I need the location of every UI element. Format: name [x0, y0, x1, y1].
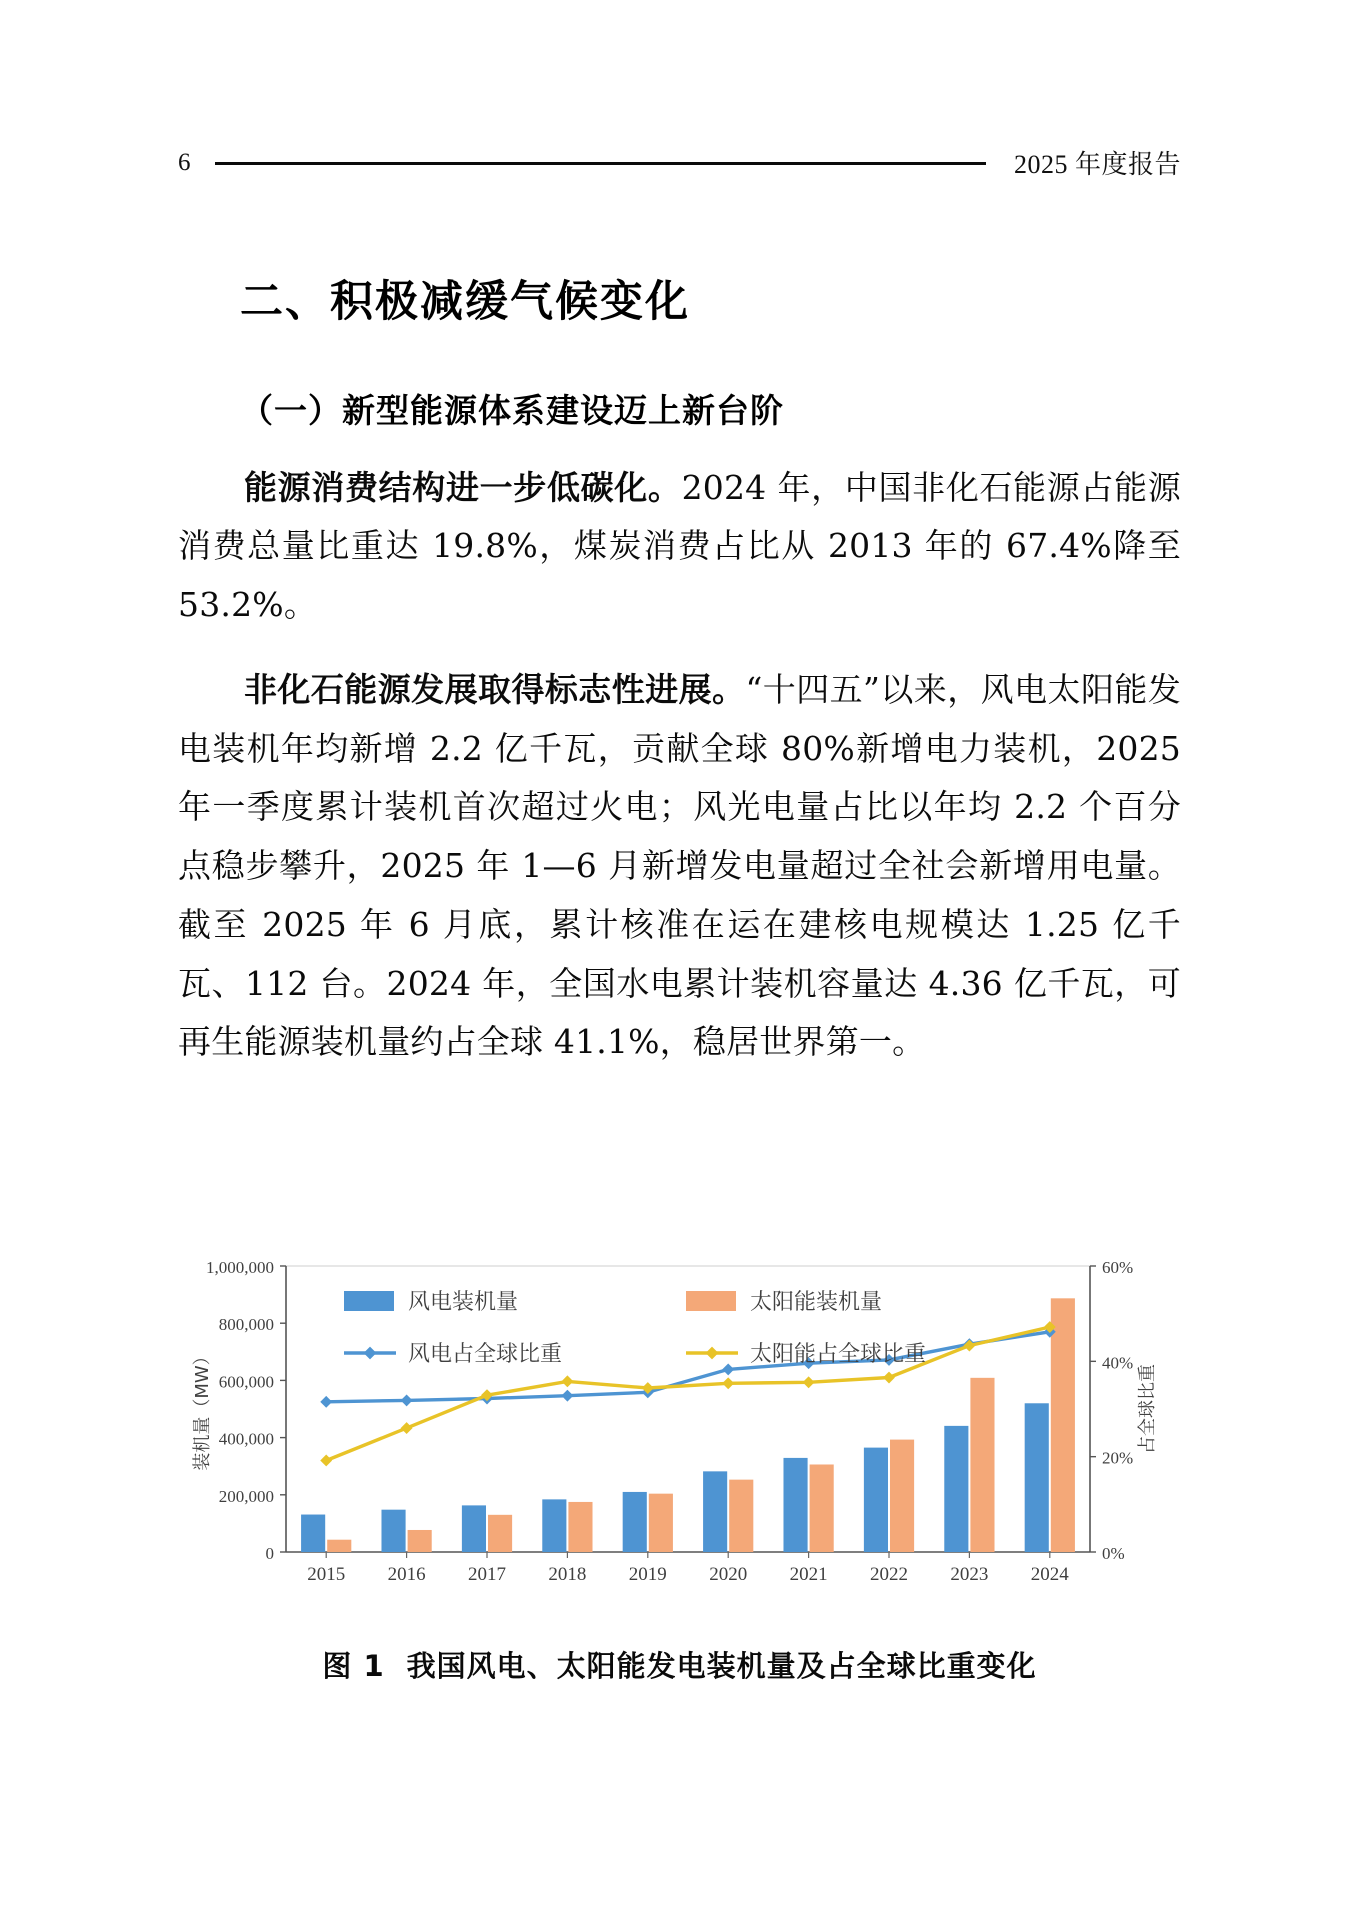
y2-axis-tick-label: 20%	[1102, 1448, 1134, 1468]
chart-bar	[568, 1502, 592, 1552]
chart-bar	[301, 1515, 325, 1552]
chart-line-marker	[320, 1455, 332, 1467]
chart-bar	[623, 1492, 647, 1552]
x-axis-tick-label: 2022	[870, 1564, 908, 1585]
chart-bar	[890, 1440, 914, 1552]
chart-bar	[408, 1530, 432, 1552]
y-axis-tick-label: 800,000	[218, 1315, 274, 1335]
chart-bar	[944, 1426, 968, 1552]
figure-1	[178, 1252, 1181, 1685]
section-subheading: （一）新型能源体系建设迈上新台阶	[240, 390, 784, 430]
y2-axis-tick-label: 0%	[1102, 1544, 1125, 1563]
paragraph-2	[178, 661, 1181, 1072]
chart-bar	[810, 1464, 834, 1552]
page-number: 6	[178, 148, 191, 176]
y-axis-title: 装机量（MW）	[192, 1347, 213, 1471]
legend-swatch-marker	[364, 1347, 377, 1360]
chart-bar	[703, 1471, 727, 1552]
x-axis-tick-label: 2024	[1030, 1564, 1069, 1585]
legend-label: 太阳能装机量	[750, 1290, 883, 1315]
paragraph-2-lead: 非化石能源发展取得标志性进展。	[244, 669, 746, 709]
legend-swatch	[686, 1291, 736, 1311]
chart-line-marker	[722, 1377, 734, 1389]
chart-line-marker	[963, 1340, 975, 1352]
x-axis-tick-label: 2018	[548, 1564, 587, 1585]
chart-bar	[729, 1480, 753, 1552]
chart-bar	[542, 1499, 566, 1552]
chart-line-marker	[722, 1363, 734, 1375]
header-rule	[215, 162, 986, 165]
chart-bar	[864, 1448, 888, 1552]
chart-bar	[381, 1510, 405, 1552]
y-axis-tick-label: 600,000	[218, 1372, 274, 1392]
page-header	[178, 140, 1181, 184]
y-axis-tick-label: 200,000	[218, 1486, 274, 1506]
x-axis-tick-label: 2023	[950, 1564, 989, 1585]
x-axis-tick-label: 2020	[709, 1564, 748, 1585]
chart-bar	[970, 1378, 994, 1552]
legend-swatch-marker	[706, 1347, 719, 1360]
paragraph-1-lead: 能源消费结构进一步低碳化。	[244, 467, 682, 507]
x-axis-tick-label: 2017	[468, 1564, 506, 1585]
y2-axis-tick-label: 40%	[1102, 1353, 1134, 1373]
chart-line-marker	[561, 1390, 573, 1402]
x-axis-tick-label: 2019	[628, 1564, 667, 1585]
figure-caption	[178, 1644, 1181, 1685]
section-heading: 二、积极减缓气候变化	[240, 277, 690, 327]
figure-caption-text: 我国风电、太阳能发电装机量及占全球比重变化	[406, 1649, 1037, 1683]
x-axis-tick-label: 2021	[789, 1564, 828, 1585]
chart-bar	[327, 1540, 351, 1552]
chart-bar	[649, 1494, 673, 1552]
y-axis-tick-label: 400,000	[218, 1429, 274, 1449]
header-title: 2025 年度报告	[1013, 149, 1181, 179]
x-axis-tick-label: 2015	[307, 1564, 346, 1585]
legend-label: 风电装机量	[408, 1290, 519, 1315]
chart-bar	[488, 1515, 512, 1552]
y-axis-tick-label: 1,000,000	[206, 1258, 274, 1277]
chart-bar	[462, 1505, 486, 1552]
page-content	[178, 276, 1181, 1072]
chart-bar	[1025, 1403, 1049, 1552]
legend-swatch	[344, 1291, 394, 1311]
legend-label: 风电占全球比重	[408, 1342, 563, 1367]
combo-chart	[178, 1252, 1181, 1604]
y2-axis-tick-label: 60%	[1102, 1258, 1134, 1277]
paragraph-1	[178, 459, 1181, 635]
y-axis-tick-label: 0	[265, 1544, 274, 1563]
chart-line-marker	[883, 1372, 895, 1384]
chart-line-marker	[401, 1422, 413, 1434]
legend-label: 太阳能占全球比重	[750, 1342, 927, 1367]
chart-container	[178, 1252, 1181, 1604]
chart-bar	[1051, 1298, 1075, 1552]
chart-line-marker	[803, 1376, 815, 1388]
chart-line-marker	[561, 1375, 573, 1387]
paragraph-1-body: 2024 年，中国非化石能源占能源消费总量比重达 19.8%，煤炭消费占比从 2013 年的 67.4%降至 53.2%。	[178, 467, 1181, 625]
figure-caption-number: 图 1	[322, 1649, 385, 1683]
y2-axis-title: 占全球比重	[1137, 1364, 1158, 1454]
x-axis-tick-label: 2016	[387, 1564, 426, 1585]
chart-bar	[783, 1458, 807, 1552]
paragraph-2-body: “十四五”以来，风电太阳能发电装机年均新增 2.2 亿千瓦，贡献全球 80%新增电力装机，2025 年一季度累计装机首次超过火电；风光电量占比以年均 2.2 个百分点稳步攀升，2025 年 1—6 月新增发电量超过全社会新增用电量。截至 2025 年 6 月底，累计核准在运在建核电规模达 1.25 亿千瓦、112 台。2024 年，全国水电累计装机容量达 4.36 亿千瓦，可再生能源装机量约占全球 41.1%，稳居世界第一。	[178, 669, 1182, 1062]
chart-line-marker	[320, 1396, 332, 1408]
chart-line-marker	[401, 1394, 413, 1406]
